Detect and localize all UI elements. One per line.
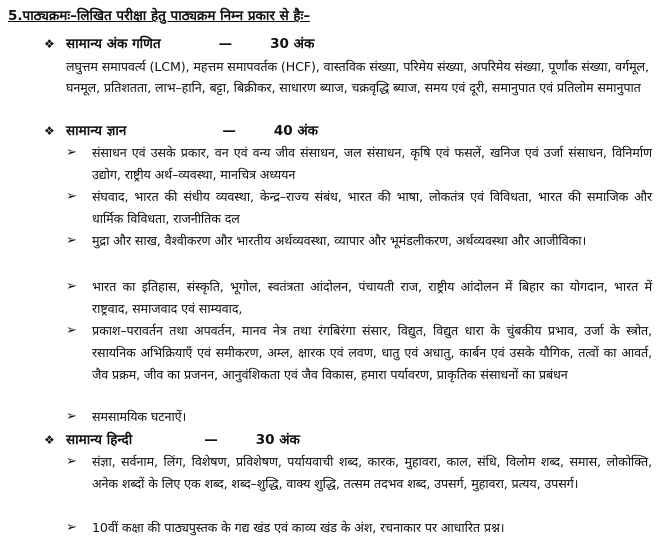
list-item-text: 10वीं कक्षा की पाठ्यपुस्तक के गद्य खंड एवं काव्य खंड के अंश, रचनाकार पर आधारित प्रश्न। — [92, 520, 505, 535]
section-title: सामान्य ज्ञान — [66, 123, 127, 139]
section-hindi-header — [44, 430, 300, 448]
section-title: सामान्य अंक गणित — [66, 36, 161, 52]
section-dash: — — [218, 36, 233, 52]
arrow-right-icon: ➢ — [66, 189, 77, 204]
section-gk-header — [44, 121, 318, 139]
section-maths-header — [44, 34, 314, 52]
arrow-right-icon: ➢ — [66, 409, 77, 424]
section-dash: — — [204, 432, 218, 448]
arrow-right-icon: ➢ — [66, 520, 77, 535]
arrow-right-icon: ➢ — [66, 323, 77, 338]
list-item-text: संसाधन एवं उसके प्रकार, वन एवं वन्य जीव संसाधन, जल संसाधन, कृषि एवं फसलें, खनिज एवं उर्जा संसाधन, विनिर्माण उद्योग, राष्ट्रीय अर्थ–व्यवस्था, मानचित्र अध्ययन — [92, 145, 652, 182]
arrow-right-icon: ➢ — [66, 145, 77, 160]
list-item-text: समसामयिक घटनाऐं। — [92, 409, 187, 424]
list-item-text: संघवाद, भारत की संधीय व्यवस्था, केन्द्र–राज्य संबंध, भारत की भाषा, लोकतंत्र एवं विविधता, भारत की समाजिक और धार्मिक विविधता, राजनीतिक दल — [92, 189, 652, 226]
arrow-right-icon: ➢ — [66, 454, 77, 469]
syllabus-heading: 5.पाठ्यक्रमः–लिखित परीक्षा हेतु पाठ्यक्रम निम्न प्रकार से हैः– — [8, 8, 311, 24]
arrow-right-icon: ➢ — [66, 279, 77, 294]
section-title: सामान्य हिन्दी — [66, 432, 133, 448]
list-item-text: भारत का इतिहास, संस्कृति, भूगोल, स्वतंत्रता आंदोलन, पंचायती राज, राष्ट्रीय आंदोलन में बिहार का योगदान, भारत में राष्ट्रवाद, समाजवाद एवं साम्यवाद, — [92, 279, 652, 316]
list-item-text: संज्ञा, सर्वनाम, लिंग, विशेषण, प्रविशेषण, पर्यायवाची शब्द, कारक, मुहावरा, काल, संधि, विलोम शब्द, समास, लोकोक्ति, अनेक शब्दों के लिए एक शब्द, शब्द–शुद्धि, वाक्य शुद्धि, तत्सम तदभव शब्द, उपसर्ग, मुहावरा, प्रत्यय, उपसर्ग। — [92, 454, 652, 491]
list-item-text: प्रकाश–परावर्तन तथा अपवर्तन, मानव नेत्र तथा रंगबिरंगा संसार, विद्युत, विद्युत धारा के चुंबकीय प्रभाव, उर्जा के स्त्रोत, रसायनिक अभिक्रियाएँ एवं समीकरण, अम्ल, क्षारक एवं लवण, धातु एवं अधातु, कार्बन एवं उसके यौगिक, तत्वों का आवर्त, जैव प्रक्रम, जीव का प्रजनन, आनुवंशिकता एवं जैव विकास, हमारा पर्यावरण, प्राकृतिक संसाधनों का प्रबंधन — [92, 323, 652, 382]
section-marks: 30 अंक — [270, 36, 315, 52]
section-marks: 40 अंक — [273, 123, 319, 139]
section-maths-paragraph: लघुत्तम समापवर्त्य (LCM), महत्तम समापवर्तक (HCF), वास्तविक संख्या, परिमेय संख्या, अपरिमेय संख्या, पूर्णांक संख्या, वर्गमूल, घनमूल, प्रतिशतता, लाभ–हानि, बट्टा, बिक्रीकर, साधारण ब्याज, चक्रवृद्धि ब्याज, समय एवं दूरी, समानुपात एवं प्रतिलोम समानुपात — [66, 59, 649, 95]
diamond-cluster-icon: ❖ — [44, 433, 55, 447]
diamond-cluster-icon: ❖ — [44, 124, 55, 138]
section-marks: 30 अंक — [255, 432, 300, 448]
section-dash: — — [222, 123, 236, 139]
list-item-text: मुद्रा और साख, वैश्वीकरण और भारतीय अर्थव्यवस्था, व्यापार और भूमंडलीकरण, अर्थव्यवस्था और आजीविका। — [92, 233, 587, 248]
diamond-cluster-icon: ❖ — [44, 37, 55, 51]
arrow-right-icon: ➢ — [66, 233, 77, 248]
